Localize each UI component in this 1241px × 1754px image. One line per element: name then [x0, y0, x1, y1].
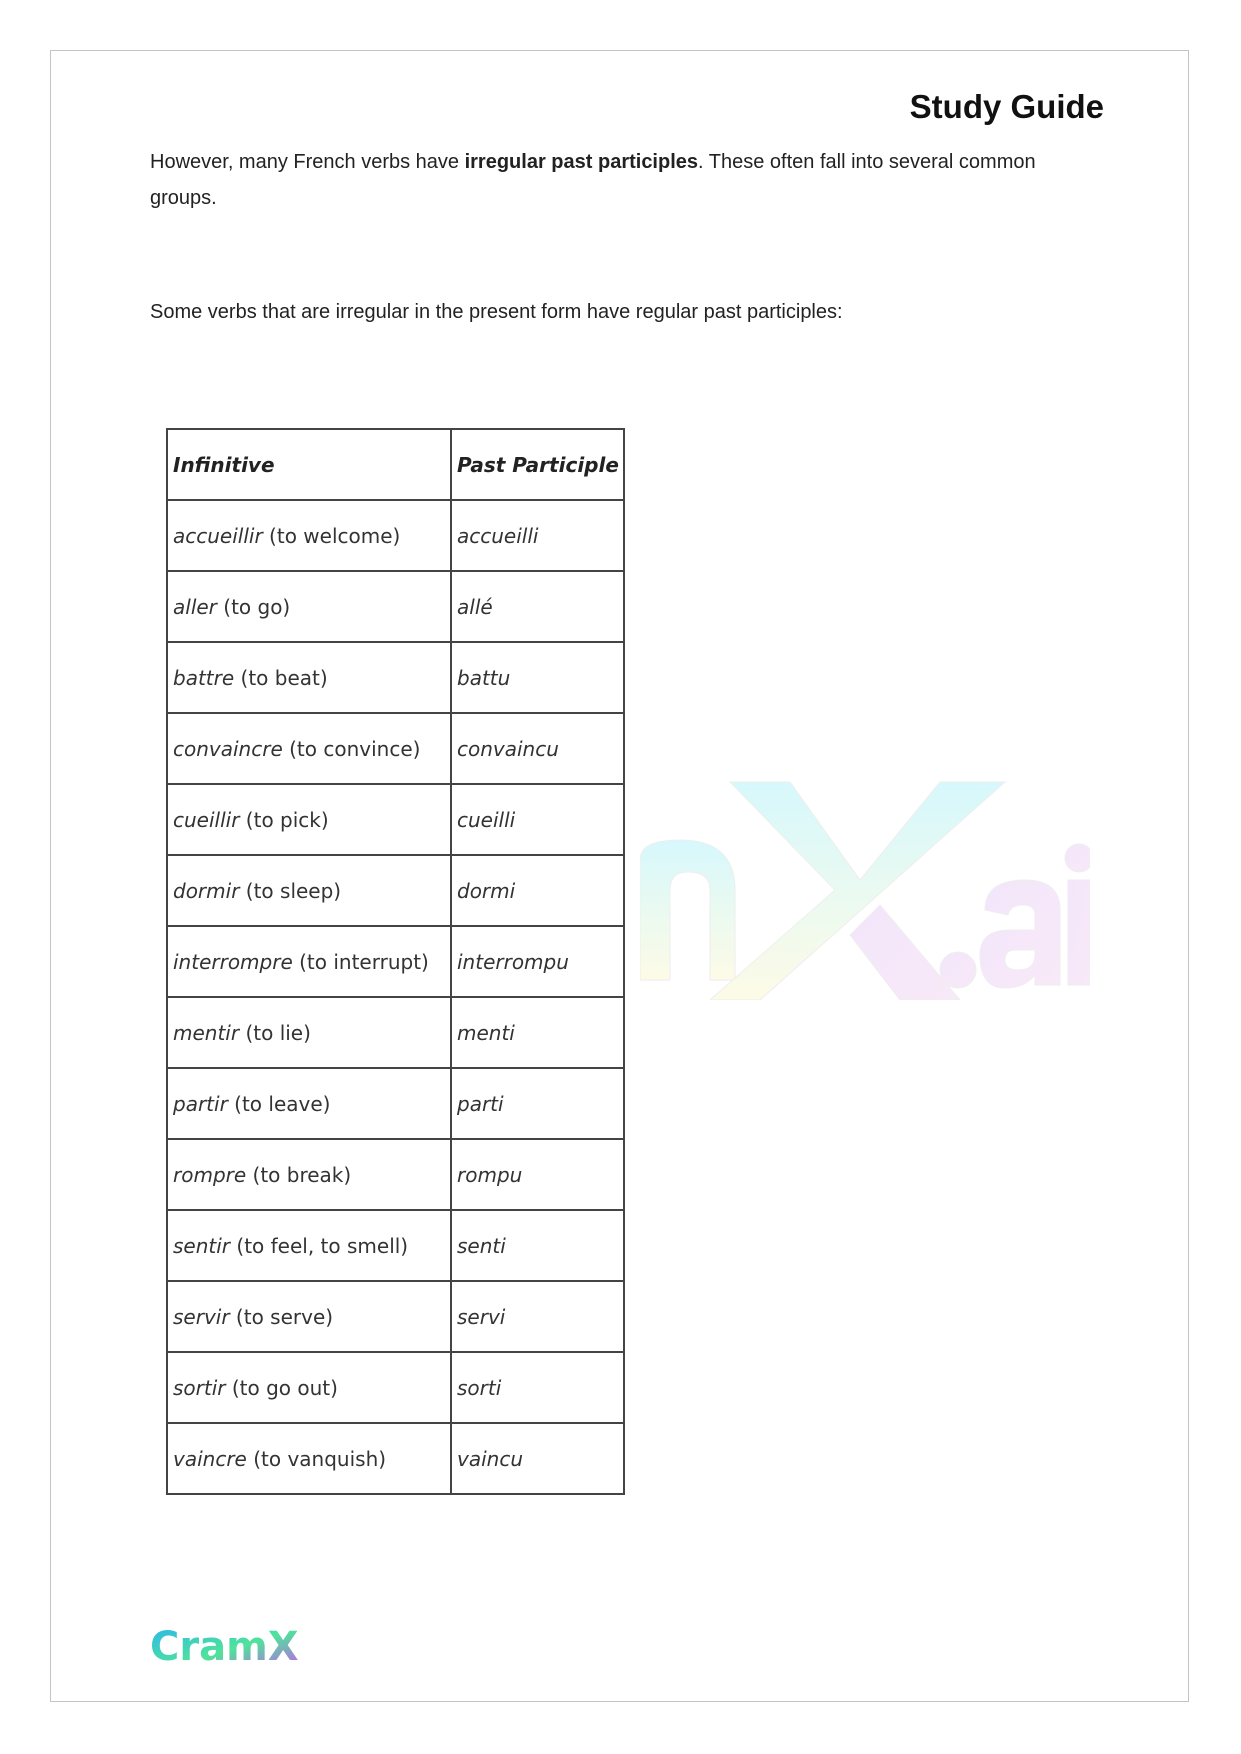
participle-cell: rompu — [451, 1139, 624, 1210]
infinitive-verb: sortir — [173, 1375, 226, 1400]
table-row — [167, 571, 624, 642]
header-past-participle: Past Participle — [451, 429, 624, 500]
infinitive-verb: dormir — [173, 878, 240, 903]
table-row — [167, 1210, 624, 1281]
infinitive-cell — [167, 1068, 451, 1139]
table-row — [167, 784, 624, 855]
intro-text-end: . These often fall into several common groups. — [150, 151, 1036, 209]
table-row — [167, 1139, 624, 1210]
page-title: Study Guide — [909, 88, 1104, 125]
cramx-logo-icon — [150, 1620, 300, 1670]
intro-bold-term: irregular past participles — [464, 151, 699, 173]
participle-cell: interrompu — [451, 926, 624, 997]
participle-cell: accueilli — [451, 500, 624, 571]
infinitive-verb: vaincre — [173, 1446, 247, 1471]
verb-meaning: (to convince) — [282, 736, 421, 761]
infinitive-cell — [167, 713, 451, 784]
watermark-logo-icon — [640, 760, 1090, 1000]
infinitive-verb: rompre — [173, 1162, 247, 1187]
verb-meaning: (to vanquish) — [246, 1446, 387, 1471]
verb-meaning: (to welcome) — [262, 523, 401, 548]
verb-meaning: (to feel, to smell) — [230, 1233, 409, 1258]
infinitive-cell — [167, 1210, 451, 1281]
participle-cell: menti — [451, 997, 624, 1068]
verb-meaning: (to serve) — [229, 1304, 334, 1329]
infinitive-verb: accueillir — [173, 523, 263, 548]
table-row — [167, 855, 624, 926]
infinitive-verb: aller — [173, 594, 217, 619]
participle-cell: cueilli — [451, 784, 624, 855]
table-row — [167, 642, 624, 713]
participle-cell: sorti — [451, 1352, 624, 1423]
infinitive-cell — [167, 1352, 451, 1423]
infinitive-verb: interrompre — [173, 949, 293, 974]
infinitive-verb: sentir — [173, 1233, 231, 1258]
verb-meaning: (to interrupt) — [292, 949, 429, 974]
past-participle-table — [166, 428, 625, 1495]
participle-cell: parti — [451, 1068, 624, 1139]
table-row — [167, 1423, 624, 1494]
participle-cell: senti — [451, 1210, 624, 1281]
infinitive-cell — [167, 926, 451, 997]
table-row — [167, 926, 624, 997]
infinitive-cell — [167, 997, 451, 1068]
table-row — [167, 713, 624, 784]
infinitive-cell — [167, 784, 451, 855]
participle-cell: vaincu — [451, 1423, 624, 1494]
infinitive-cell — [167, 642, 451, 713]
logo-text: CramX — [150, 1624, 299, 1670]
participle-cell: servi — [451, 1281, 624, 1352]
table-row — [167, 997, 624, 1068]
intro-text-start: However, many French verbs have — [150, 151, 465, 173]
verb-meaning: (to lie) — [239, 1020, 311, 1045]
infinitive-cell — [167, 855, 451, 926]
intro-paragraph — [150, 144, 1090, 216]
infinitive-cell — [167, 1139, 451, 1210]
table-row — [167, 1281, 624, 1352]
table-row — [167, 500, 624, 571]
verb-meaning: (to go out) — [225, 1375, 338, 1400]
infinitive-verb: servir — [173, 1304, 230, 1329]
infinitive-cell — [167, 500, 451, 571]
verb-meaning: (to go) — [216, 594, 291, 619]
verb-meaning: (to leave) — [227, 1091, 331, 1116]
infinitive-verb: battre — [173, 665, 235, 690]
participle-cell: dormi — [451, 855, 624, 926]
lead-in-paragraph: Some verbs that are irregular in the present form have regular past participles: — [150, 301, 843, 323]
verb-meaning: (to beat) — [234, 665, 328, 690]
table-header-row — [167, 429, 624, 500]
infinitive-verb: mentir — [173, 1020, 240, 1045]
verb-meaning: (to break) — [246, 1162, 352, 1187]
infinitive-cell — [167, 1281, 451, 1352]
participle-cell: allé — [451, 571, 624, 642]
infinitive-verb: partir — [173, 1091, 228, 1116]
infinitive-verb: convaincre — [173, 736, 283, 761]
header-infinitive: Infinitive — [167, 429, 451, 500]
verb-meaning: (to pick) — [239, 807, 329, 832]
participle-cell: convaincu — [451, 713, 624, 784]
infinitive-verb: cueillir — [173, 807, 240, 832]
infinitive-cell — [167, 1423, 451, 1494]
participle-cell: battu — [451, 642, 624, 713]
table-row — [167, 1068, 624, 1139]
table-row — [167, 1352, 624, 1423]
infinitive-cell — [167, 571, 451, 642]
verb-meaning: (to sleep) — [239, 878, 342, 903]
